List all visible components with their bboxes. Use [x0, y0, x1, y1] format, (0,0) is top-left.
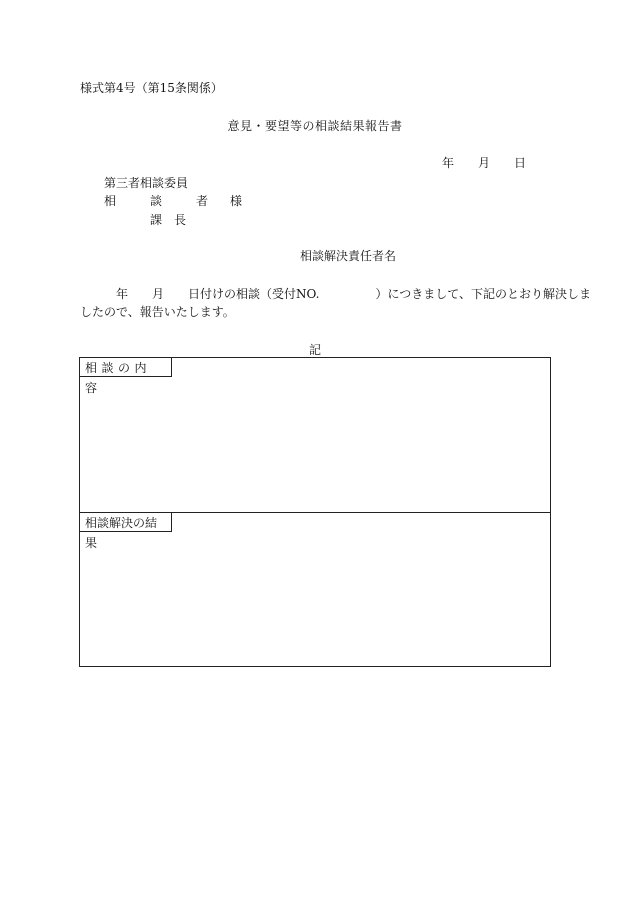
responsible-person-label: 相談解決責任者名	[300, 249, 397, 263]
addressee-consultant-char: 者	[196, 194, 209, 208]
report-body-line-2: したので、報告いたします。	[80, 305, 235, 319]
addressee-section-chief-char: 長	[174, 213, 187, 227]
ki-heading: 記	[308, 343, 321, 357]
body-closing-text: ）につきまして、下記のとおり解決しま	[375, 287, 592, 301]
date-month-label: 月	[478, 156, 491, 170]
addressee-consultant-char: 相	[104, 194, 117, 208]
addressee-consultant-char: 談	[150, 194, 163, 208]
resolution-result-label: 相談解決の結果	[79, 512, 172, 532]
addressee-section-chief	[150, 213, 186, 227]
date-line	[442, 156, 526, 170]
consultation-content-box	[79, 357, 551, 513]
resolution-result-box	[79, 512, 551, 667]
addressee-honorific: 様	[230, 194, 243, 208]
addressee-section-chief-char: 課	[150, 213, 163, 227]
document-title: 意見・要望等の相談結果報告書	[227, 119, 403, 133]
body-year-label: 年	[116, 287, 129, 301]
body-receipt-text: 日付けの相談（受付NO.	[188, 287, 320, 301]
body-month-label: 月	[152, 287, 165, 301]
consultation-content-label: 相談の内容	[79, 357, 172, 377]
addressee-committee: 第三者相談委員	[104, 176, 189, 190]
report-body-line-1	[116, 287, 591, 301]
date-day-label: 日	[514, 156, 527, 170]
form-number: 様式第4号（第15条関係）	[80, 81, 223, 95]
date-year-label: 年	[442, 156, 455, 170]
addressee-consultant	[104, 194, 242, 208]
